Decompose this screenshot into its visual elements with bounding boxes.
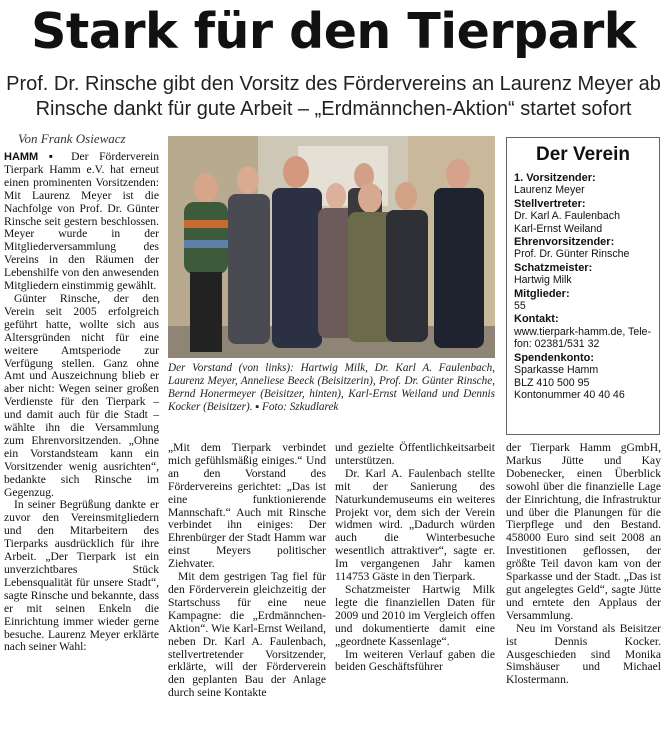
photo-illustration [168,136,495,358]
paragraph: Günter Rinsche, der den Verein seit 2005 erfolgreich geführt hatte, wollte sich aus Altersgründen nicht für eine weitere Amtsperiode zur Verfügung stellen. Ganz ohne Amt und Auszeichnung blieb er aber nicht: Wegen seiner großen Verdienste für den Tierpark – und damit auch für die Stadt – wählte ihn die Versammlung zum Ehrenvorsitzenden. „Ohne ein Vorstandsteam kann ein Vorsitzender wenig ausrichten“, bedankte sich Rinsche im Gegenzug. [4,291,159,499]
headline: Stark für den Tierpark [31,3,636,60]
article-column-4 [506,442,661,687]
info-box [506,137,660,435]
paragraph: Im weiteren Verlauf gaben die beiden Geschäftsführer [335,647,495,674]
paragraph: Dr. Karl A. Faulenbach stellte mit der Sanierung des Naturkundemuseums ein weiteres Projekt vor, dem sich der Verein widmen wird. „Dadurch würden auch die Winterbesuche wesentlich attraktiver“, sagte er. Im vergangenen Jahr kamen 114753 Gäste in den Tierpark. [335,466,495,584]
paragraph: „Mit dem Tierpark verbindet mich gefühlsmäßig einiges.“ Und an den Vorstand des Fördervereins gerichtet: „Das ist eine funktionierende Mannschaft.“ Auch mit Rinsche verbindet ihn einiges: Der Ehrenbürger der Stadt Hamm war einst Meyers politischer Ziehvater. [168,441,326,571]
paragraph-text: ▪ Der Förderverein Tierpark Hamm e.V. hat erneut einen prominenten Vorsitzenden: Mit Laurenz Meyer ist die Nachfolge von Prof. Dr. Günter Rinsche seit gestern beschlossen. Meyer wurde in der Mitgliederversammlung des Vereins in den Räumen der Lebenshilfe von den anwesenden Mitgliedern einstimmig gewählt. [4,150,159,293]
paragraph [4,151,159,293]
byline: Von Frank Osiewacz [18,131,126,146]
info-value: Sparkasse Hamm [514,364,599,377]
info-value: Laurenz Meyer [514,184,585,197]
info-value: Kontonummer 40 40 46 [514,388,625,401]
info-value: Hartwig Milk [514,274,572,287]
paragraph: Mit dem gestrigen Tag fiel für den Förderverein gleichzeitig der Startschuss für eine neue Kampagne: die „Erdmännchen-Aktion“. Wie Karl-Ernst Weiland, neben Dr. Karl A. Faulenbach, stellvertretender Vorsitzender, erklärte, will der Förderverein den geplanten Bau der Anlage durch seine Kontakte [168,570,326,700]
subline-2: Rinsche dankt für gute Arbeit – „Erdmännchen-Aktion“ startet sofort [35,98,632,120]
paragraph: In seiner Begrüßung dankte er zuvor den Vereinsmitgliedern und den Mitarbeitern des Tierparks ausdrücklich für ihre Arbeit. „Der Tierpark ist ein unverzichtbares Stück Lebensqualität für unsere Stadt“, sagte Rinsche und bekannte, dass er mit seinen Enkeln die Einrichtung immer wieder gerne besuche. Laurenz Meyer erklärte nach seiner Wahl: [4,498,159,654]
paragraph: der Tierpark Hamm gGmbH, Markus Jütte und Kay Dobenecker, einen Überblick sowohl über die finanzielle Lage der Einrichtung, die Infrastruktur und über die Planungen für die Tierpflege und den Bestand. 458000 Euro sind seit 2008 an Investitionen geflossen, der größte Teil davon kam von der Sparkasse und der Stadt. „Das ist gut angelegtes Geld“, sagte Jütte und erntete den Applaus der Versammlung. [506,441,661,622]
article-column-1 [4,151,159,654]
info-value: Dr. Karl A. Faulenbach [514,210,620,223]
article-column-3 [335,442,495,674]
info-value: BLZ 410 500 95 [514,376,590,389]
photo-caption: Der Vorstand (von links): Hartwig Milk, Dr. Karl A. Faulenbach, Laurenz Meyer, Anneliese Beeck (Beisitzerin), Prof. Dr. Günter Rinsche, Bernd Honermeyer (Beisitzer, hinten), Karl-Ernst Weiland und Dennis Kocker (Beisitzer). ▪ Foto: Szkudlarek [168,362,495,413]
info-value: www.tierpark-hamm.de, Tele- [514,325,651,338]
paragraph: und gezielte Öffentlichkeitsarbeit unterstützen. [335,441,495,467]
info-value: Karl-Ernst Weiland [514,222,603,235]
info-label: Mitglieder: [514,287,570,300]
info-label: Spendenkonto: [514,351,595,364]
paragraph: Neu im Vorstand als Beisitzer ist Dennis Kocker. Ausgeschieden sind Monika Simshäuser und Michael Klostermann. [506,621,661,687]
dateline: HAMM [4,151,39,163]
info-box-title: Der Verein [536,144,630,165]
info-label: Schatzmeister: [514,261,593,274]
paragraph: Schatzmeister Hartwig Milk legte die finanziellen Daten für 2009 und 2010 im Vergleich offen und dokumentierte damit eine „geordnete Kassenlage“. [335,582,495,648]
info-value: fon: 02381/531 32 [514,338,600,351]
info-label: Ehrenvorsitzender: [514,236,615,249]
group-photo [168,136,495,358]
info-label: 1. Vorsitzender: [514,172,596,184]
article-column-2 [168,442,326,700]
info-value: 55 [514,300,526,313]
subline-1: Prof. Dr. Rinsche gibt den Vorsitz des Fördervereins an Laurenz Meyer ab [6,73,661,95]
info-label: Stellvertreter: [514,197,586,210]
info-label: Kontakt: [514,313,559,326]
info-value: Prof. Dr. Günter Rinsche [514,248,630,261]
